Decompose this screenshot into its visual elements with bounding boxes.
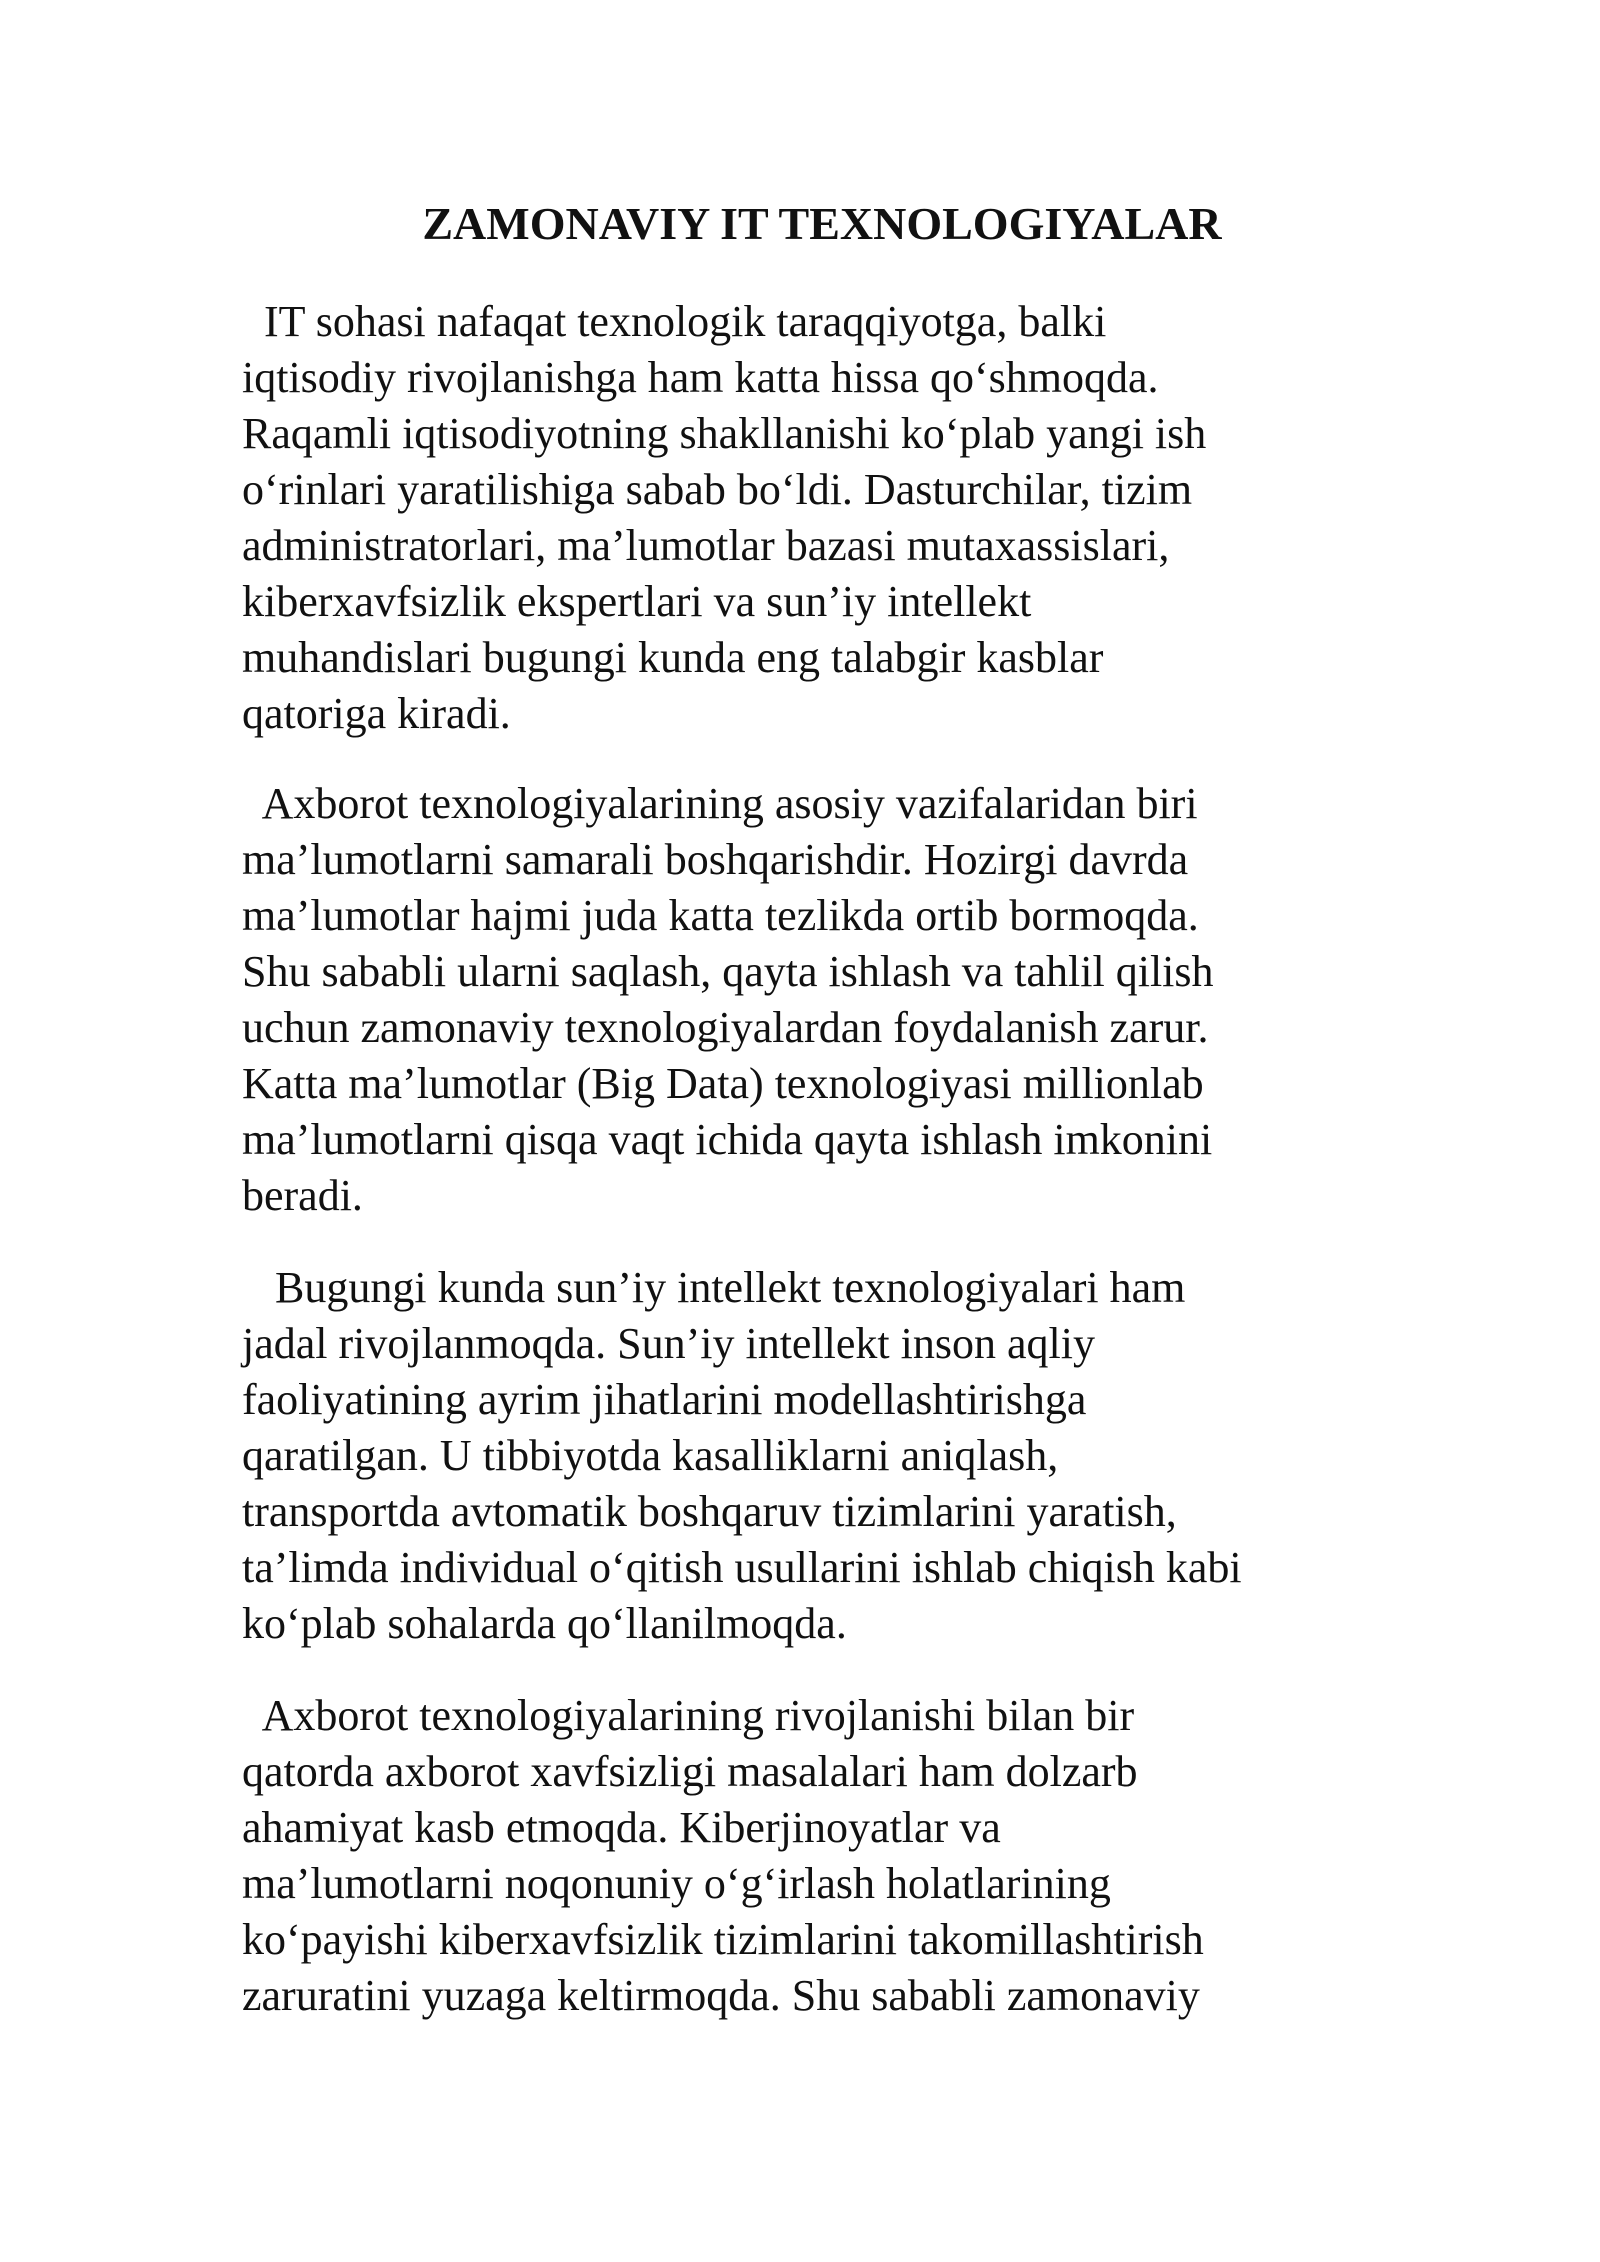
text-line: jadal rivojlanmoqda. Sun’iy intellekt inson aqliy	[242, 1319, 1095, 1368]
text-line: zaruratini yuzaga keltirmoqda. Shu sababli zamonaviy	[242, 1971, 1200, 2020]
text-line: beradi.	[242, 1171, 363, 1220]
paragraph-1	[242, 294, 1206, 742]
text-line: Raqamli iqtisodiyotning shakllanishi ko‘plab yangi ish	[242, 409, 1207, 458]
paragraph-3	[242, 1260, 1242, 1652]
text-line: qatoriga kiradi.	[242, 689, 511, 738]
text-line: qaratilgan. U tibbiyotda kasalliklarni aniqlash,	[242, 1431, 1059, 1480]
text-line: Shu sababli ularni saqlash, qayta ishlash va tahlil qilish	[242, 947, 1214, 996]
text-line: ko‘plab sohalarda qo‘llanilmoqda.	[242, 1599, 847, 1648]
text-line: iqtisodiy rivojlanishga ham katta hissa qo‘shmoqda.	[242, 353, 1159, 402]
text-line: transportda avtomatik boshqaruv tizimlarini yaratish,	[242, 1487, 1177, 1536]
text-line: ma’lumotlarni qisqa vaqt ichida qayta ishlash imkonini	[242, 1115, 1213, 1164]
paragraph-2	[242, 776, 1214, 1224]
text-line: Bugungi kunda sun’iy intellekt texnologiyalari ham	[242, 1263, 1186, 1312]
text-line: ahamiyat kasb etmoqda. Kiberjinoyatlar va	[242, 1803, 1001, 1852]
text-line: Katta ma’lumotlar (Big Data) texnologiyasi millionlab	[242, 1059, 1204, 1108]
text-line: Axborot texnologiyalarining rivojlanishi bilan bir	[242, 1691, 1135, 1740]
document-title: ZAMONAVIY IT TEXNOLOGIYALAR	[422, 198, 1222, 249]
text-line: administratorlari, ma’lumotlar bazasi mutaxassislari,	[242, 521, 1170, 570]
text-line: IT sohasi nafaqat texnologik taraqqiyotga, balki	[242, 297, 1107, 346]
text-line: muhandislari bugungi kunda eng talabgir kasblar	[242, 633, 1104, 682]
text-line: ma’lumotlar hajmi juda katta tezlikda ortib bormoqda.	[242, 891, 1199, 940]
text-line: o‘rinlari yaratilishiga sabab bo‘ldi. Dasturchilar, tizim	[242, 465, 1193, 514]
text-line: faoliyatining ayrim jihatlarini modellashtirishga	[242, 1375, 1087, 1424]
text-line: ma’lumotlarni noqonuniy o‘g‘irlash holatlarining	[242, 1859, 1111, 1908]
text-line: kiberxavfsizlik ekspertlari va sun’iy intellekt	[242, 577, 1032, 626]
text-line: ko‘payishi kiberxavfsizlik tizimlarini takomillashtirish	[242, 1915, 1204, 1964]
paragraph-4	[242, 1688, 1204, 2024]
text-line: ta’limda individual o‘qitish usullarini ishlab chiqish kabi	[242, 1543, 1242, 1592]
text-line: uchun zamonaviy texnologiyalardan foydalanish zarur.	[242, 1003, 1209, 1052]
text-line: qatorda axborot xavfsizligi masalalari ham dolzarb	[242, 1747, 1138, 1796]
text-line: ma’lumotlarni samarali boshqarishdir. Hozirgi davrda	[242, 835, 1189, 884]
text-line: Axborot texnologiyalarining asosiy vazifalaridan biri	[242, 779, 1198, 828]
